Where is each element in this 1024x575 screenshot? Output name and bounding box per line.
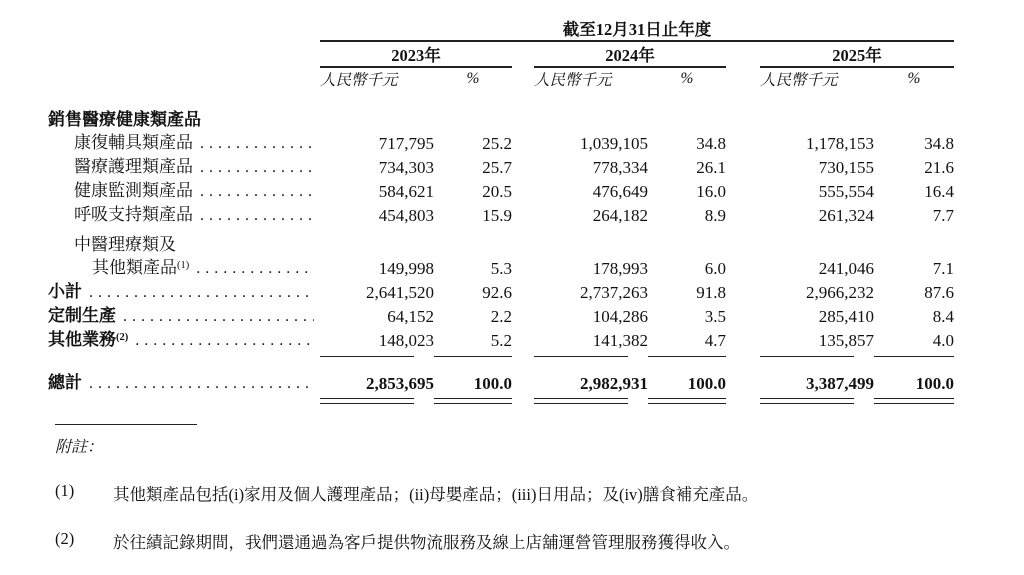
percent-cell <box>874 90 954 130</box>
percent-cell: 25.2 <box>482 134 512 153</box>
single-rule-row <box>48 351 954 363</box>
amount-cell: 141,382 <box>592 331 648 350</box>
amount-cell: 584,621 <box>378 182 434 201</box>
amount-cell <box>534 90 648 130</box>
table-row <box>48 226 954 255</box>
amount-cell <box>534 226 648 255</box>
table-row <box>48 303 954 327</box>
percent-cell: 16.4 <box>924 182 954 201</box>
percent-cell: 34.8 <box>924 134 954 153</box>
percent-cell <box>648 226 726 255</box>
row-label: 銷售醫療健康類產品 <box>48 110 201 129</box>
amount-cell: 64,152 <box>387 307 434 326</box>
percent-cell: 91.8 <box>696 283 726 302</box>
row-label: 醫療護理類產品 . . . <box>48 154 320 178</box>
amount-cell <box>320 226 434 255</box>
percent-cell: 4.7 <box>704 331 726 350</box>
amount-cell: 555,554 <box>818 182 874 201</box>
dot-leader <box>200 156 314 178</box>
dot-leader <box>135 329 314 351</box>
amount-column-header: 人民幣千元 <box>534 72 612 89</box>
table-row <box>48 279 954 303</box>
amount-cell: 2,853,695 <box>366 374 434 393</box>
amount-cell: 730,155 <box>818 158 874 177</box>
percent-cell: 34.8 <box>696 134 726 153</box>
table-row <box>48 154 954 178</box>
percent-cell: 26.1 <box>696 158 726 177</box>
percent-cell: 100.0 <box>915 374 954 393</box>
percent-cell: 8.4 <box>932 307 954 326</box>
footnotes-heading: 附註： <box>55 439 104 456</box>
table-row <box>48 202 954 226</box>
percent-cell: 5.3 <box>490 259 512 278</box>
amount-cell: 717,795 <box>378 134 434 153</box>
percent-cell: 7.1 <box>932 259 954 278</box>
amount-cell: 778,334 <box>592 158 648 177</box>
percent-cell: 92.6 <box>482 283 512 302</box>
amount-cell: 261,324 <box>818 206 874 225</box>
amount-cell: 454,803 <box>378 206 434 225</box>
table-row <box>48 255 954 279</box>
amount-cell <box>760 90 874 130</box>
amount-column-header: 人民幣千元 <box>320 72 398 89</box>
amount-cell: 3,387,499 <box>806 374 874 393</box>
percent-cell: 7.7 <box>932 206 954 225</box>
percent-cell: 4.0 <box>932 331 954 350</box>
amount-cell: 264,182 <box>592 206 648 225</box>
footnote-marker: (2) <box>55 529 75 548</box>
dot-leader <box>200 180 314 202</box>
dot-leader <box>123 305 314 327</box>
row-label: 中醫理療類及 <box>74 235 176 254</box>
percent-cell <box>648 90 726 130</box>
footnote-item <box>55 481 1024 505</box>
percent-cell <box>434 90 512 130</box>
row-label: 呼吸支持類產品 . . . <box>48 202 320 226</box>
amount-cell: 2,966,232 <box>806 283 874 302</box>
percent-cell: 8.9 <box>704 206 726 225</box>
percent-column-header: % <box>907 70 921 87</box>
amount-cell: 2,982,931 <box>580 374 648 393</box>
period-span-title: 截至12月31日止年度 <box>320 16 954 41</box>
financial-table <box>48 16 954 406</box>
footnotes-divider <box>55 424 197 425</box>
table-row <box>48 90 954 130</box>
row-label: 其他類產品 $^{(1)}$ . . . <box>48 255 320 279</box>
percent-cell <box>434 226 512 255</box>
table-row <box>48 130 954 154</box>
amount-cell: 734,303 <box>378 158 434 177</box>
row-label: 定制生產 . . . <box>48 303 320 327</box>
footnotes-list <box>55 481 1024 553</box>
amount-cell: 476,649 <box>592 182 648 201</box>
span-header-row <box>48 16 954 41</box>
dot-leader <box>200 132 314 154</box>
percent-column-header: % <box>680 70 694 87</box>
amount-cell: 149,998 <box>378 259 434 278</box>
percent-cell: 100.0 <box>687 374 726 393</box>
amount-cell: 2,737,263 <box>580 283 648 302</box>
table-body <box>48 90 954 406</box>
dot-leader <box>89 281 314 303</box>
footnote-text: 其他類產品包括(i)家用及個人護理產品；(ii)母嬰產品；(iii)日用品；及(iv)膳食補充產品。 <box>113 485 759 504</box>
percent-cell: 6.0 <box>704 259 726 278</box>
table-row <box>48 327 954 351</box>
year-header-row <box>48 41 954 67</box>
amount-cell <box>320 90 434 130</box>
amount-cell: 2,641,520 <box>366 283 434 302</box>
year-header-2024: 2024年 <box>534 41 726 67</box>
row-label: 總計 . . . <box>48 363 320 394</box>
table-row <box>48 363 954 394</box>
percent-cell: 21.6 <box>924 158 954 177</box>
amount-cell: 148,023 <box>378 331 434 350</box>
amount-column-header: 人民幣千元 <box>760 72 838 89</box>
amount-cell: 1,178,153 <box>806 134 874 153</box>
percent-cell: 3.5 <box>704 307 726 326</box>
percent-cell: 100.0 <box>473 374 512 393</box>
year-header-2025: 2025年 <box>760 41 954 67</box>
dot-leader <box>196 257 314 279</box>
dot-leader <box>89 372 314 394</box>
percent-cell: 2.2 <box>490 307 512 326</box>
table-row <box>48 178 954 202</box>
row-label: 其他業務 $^{(2)}$ . . . <box>48 327 320 351</box>
amount-cell <box>760 226 874 255</box>
double-rule-row <box>48 394 954 406</box>
amount-cell: 241,046 <box>818 259 874 278</box>
year-header-2023: 2023年 <box>320 41 512 67</box>
percent-cell: 25.7 <box>482 158 512 177</box>
amount-cell: 178,993 <box>592 259 648 278</box>
row-label: 康復輔具類產品 . . . <box>48 130 320 154</box>
percent-cell <box>874 226 954 255</box>
percent-cell: 20.5 <box>482 182 512 201</box>
percent-cell: 87.6 <box>924 283 954 302</box>
amount-cell: 1,039,105 <box>580 134 648 153</box>
percent-column-header: % <box>466 70 480 87</box>
footnotes-section <box>55 424 1024 553</box>
column-header-row <box>48 67 954 90</box>
row-label: 小計 . . . <box>48 279 320 303</box>
footnote-marker: (1) <box>55 481 75 500</box>
footnote-item <box>55 529 1024 553</box>
row-label: 健康監測類產品 . . . <box>48 178 320 202</box>
percent-cell: 16.0 <box>696 182 726 201</box>
percent-cell: 5.2 <box>490 331 512 350</box>
footnote-text: 於往績記錄期間，我們還通過為客戶提供物流服務及線上店舖運營管理服務獲得收入。 <box>113 533 740 552</box>
dot-leader <box>200 204 314 226</box>
amount-cell: 285,410 <box>818 307 874 326</box>
percent-cell: 15.9 <box>482 206 512 225</box>
amount-cell: 135,857 <box>818 331 874 350</box>
amount-cell: 104,286 <box>592 307 648 326</box>
